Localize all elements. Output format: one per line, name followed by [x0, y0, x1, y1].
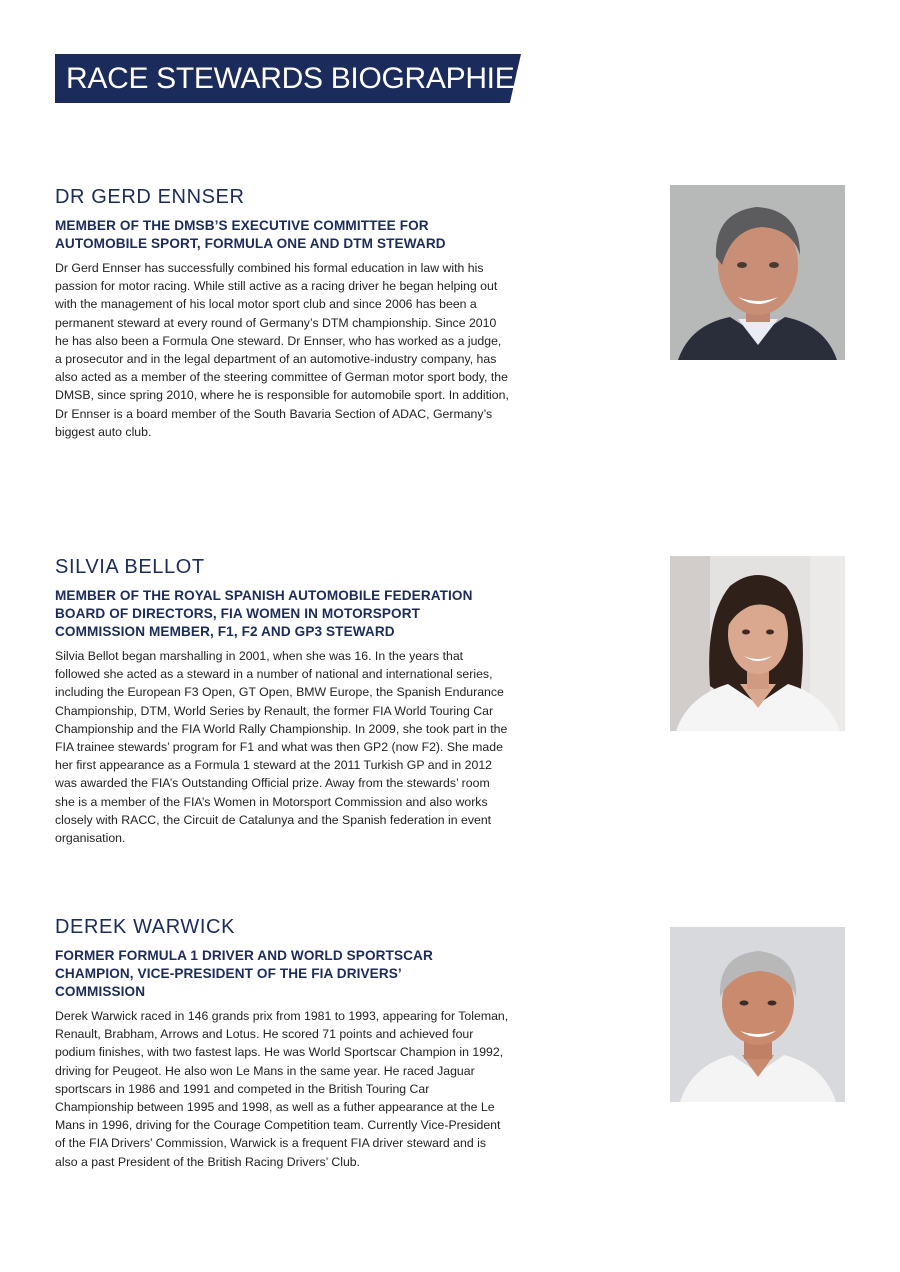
bio-name: DEREK WARWICK [55, 916, 236, 938]
portrait-photo-ennser [670, 185, 845, 360]
bio-role: MEMBER OF THE ROYAL SPANISH AUTOMOBILE FEDERATION BOARD OF DIRECTORS, FIA WOMEN IN MOTORSPORT COMMISSION MEMBER, F1, F2 AND GP3 STEWARD [55, 588, 473, 639]
bio-role: MEMBER OF THE DMSB’S EXECUTIVE COMMITTEE FOR AUTOMOBILE SPORT, FORMULA ONE AND DTM STEWARD [55, 218, 446, 251]
bio-text: Silvia Bellot began marshalling in 2001, when she was 16. In the years that followed she acted as a steward in a number of national and international series, including the European F3 Open, GT Open, BMW Europe, the Spanish Endurance Championship, DTM, World Series by Renault, the former FIA World Touring Car Championship and the FIA World Rally Championship. In 2009, she took part in the FIA trainee stewards’ program for F1 and what was then GP2 (now F2). She made her first appearance as a Formula 1 steward at the 2011 Turkish GP and in 2012 was awarded the FIA’s Outstanding Official prize. Away from the stewards’ room she is a member of the FIA’s Women in Motorsport Commission and also works closely with RACC, the Circuit de Catalunya and the Spanish federation in event organisation. [55, 649, 508, 846]
page-title: RACE STEWARDS BIOGRAPHIES [66, 62, 535, 95]
bio-section-warwick [55, 915, 515, 1171]
portrait-warwick-image [670, 927, 845, 1102]
bio-name: DR GERD ENNSER [55, 186, 245, 208]
portrait-bellot-image [670, 556, 845, 731]
bio-name: SILVIA BELLOT [55, 556, 205, 578]
bio-text: Derek Warwick raced in 146 grands prix from 1981 to 1993, appearing for Toleman, Renault, Brabham, Arrows and Lotus. He scored 71 points and achieved four podium finishes, with two fastest laps. He was World Sportscar Champion in 1992, driving for Peugeot. He also won Le Mans in the same year. He raced Jaguar sportscars in 1986 and 1991 and competed in the British Touring Car Championship between 1995 and 1998, as well as a futher appearance at the Le Mans in 1996, driving for the Courage Competition team. Currently Vice-President of the FIA Drivers’ Commission, Warwick is a frequent FIA driver steward and is also a past President of the British Racing Drivers’ Club. [55, 1009, 509, 1169]
bio-text: Dr Gerd Ennser has successfully combined his formal education in law with his passion for motor racing. While still active as a racing driver he began helping out with the management of his local motor sport club and since 2006 has been a permanent steward at every round of Germany’s DTM championship. Since 2010 he has also been a Formula One steward. Dr Ennser, who has worked as a judge, a prosecutor and in the legal department of an automotive-industry company, has also acted as a member of the steering committee of German motor sport body, the DMSB, since spring 2010, where he is responsible for automobile sport. In addition, Dr Ennser is a board member of the South Bavaria Section of ADAC, Germany’s biggest auto club. [55, 261, 509, 439]
portrait-photo-warwick [670, 927, 845, 1102]
bio-section-ennser [55, 185, 515, 441]
bio-role: FORMER FORMULA 1 DRIVER AND WORLD SPORTSCAR CHAMPION, VICE-PRESIDENT OF THE FIA DRIVERS’ COMMISSION [55, 948, 433, 999]
bio-section-bellot [55, 555, 515, 847]
portrait-ennser-image [670, 185, 845, 360]
portrait-photo-bellot [670, 556, 845, 731]
